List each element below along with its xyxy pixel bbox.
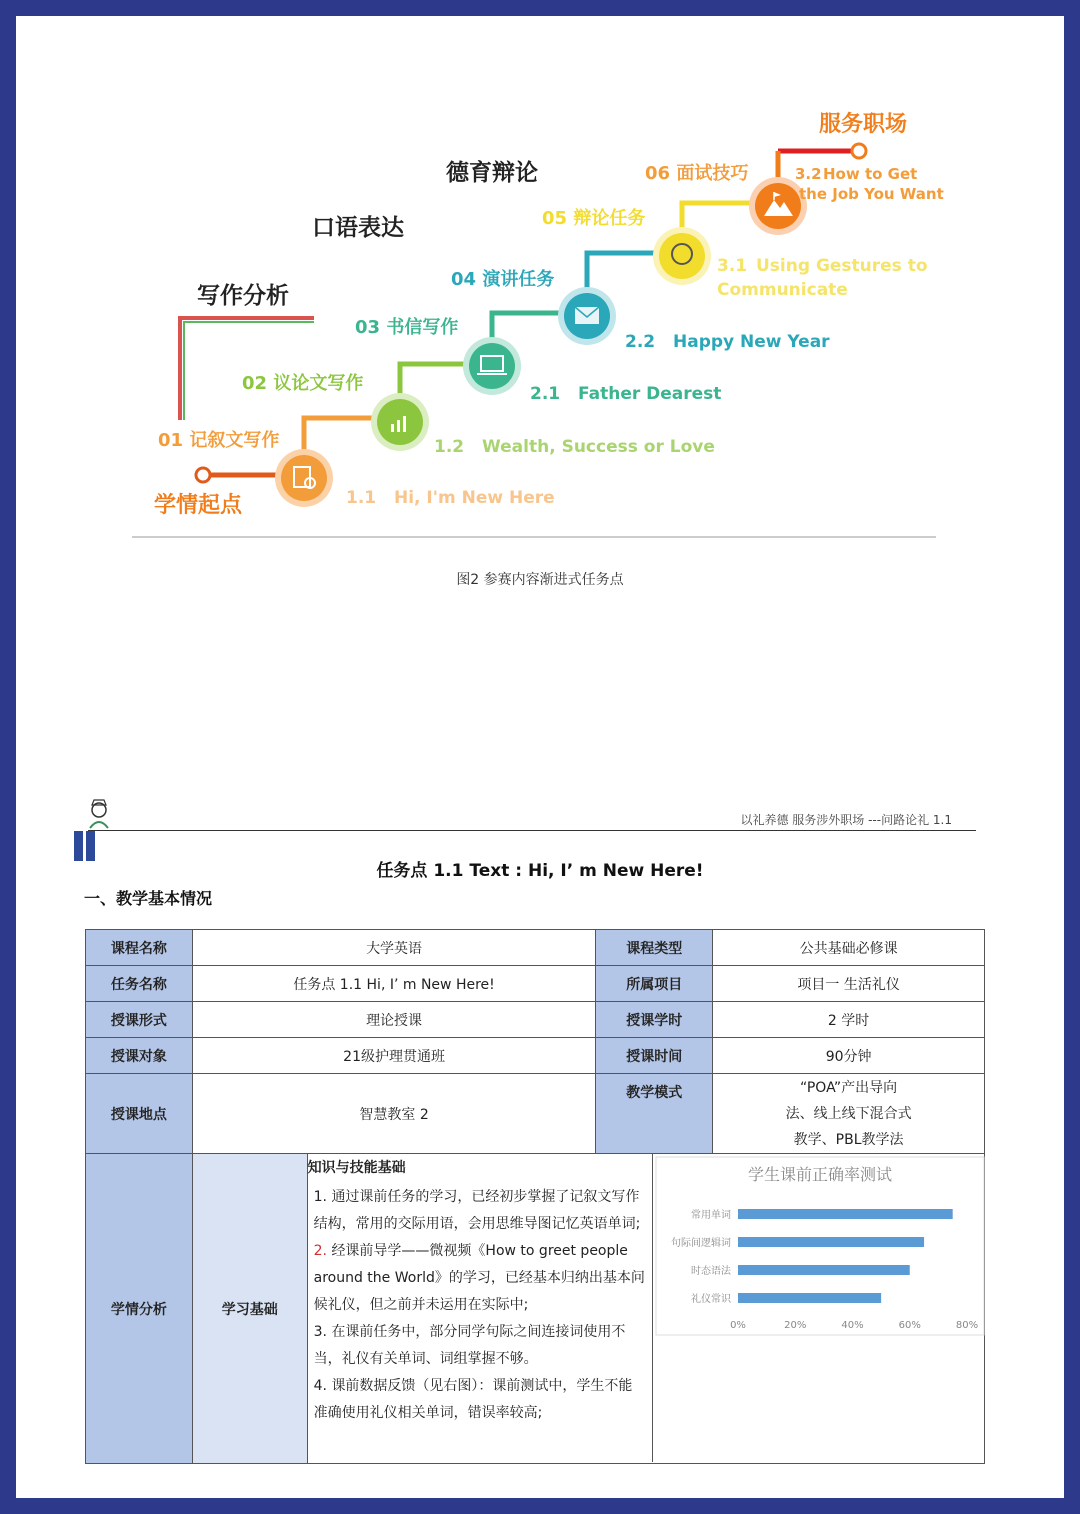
list-item: 3. 在课前任务中，部分同学句际之间连接词使用不当，礼仪有关单词、词组掌握不够。 — [313, 1324, 626, 1367]
bracket-line — [180, 318, 314, 420]
sub-num-1: 1.1 — [346, 488, 377, 508]
tick-label: 0% — [729, 1320, 746, 1331]
node-5 — [653, 227, 711, 285]
label-cell: 课程名称 — [86, 930, 193, 966]
sub-title-6a: How to Get — [823, 165, 918, 183]
value-cell: 项目一 生活礼仪 — [713, 966, 985, 1002]
bar — [738, 1237, 924, 1247]
bracket-line-inner — [184, 322, 314, 420]
category-label: 时态语法 — [690, 1266, 731, 1277]
table-row — [86, 1038, 985, 1074]
task-label-2: 02 议论文写作 — [242, 373, 364, 394]
tick-label: 20% — [783, 1320, 806, 1331]
task-label-1: 01 记叙文写作 — [158, 430, 280, 451]
category-label: 句际间逻辑词 — [670, 1238, 731, 1249]
step-connector-2 — [400, 364, 468, 394]
header-divider — [88, 830, 976, 831]
list-item: 1. 通过课前任务的学习，已经初步掌握了记叙文写作结构，常用的交际用语，会用思维导图记忆英语单词; — [313, 1189, 641, 1232]
start-circle — [196, 468, 210, 482]
label-writing: 写作分析 — [197, 283, 289, 309]
analysis-list — [308, 1184, 646, 1427]
task-label-3: 03 书信写作 — [355, 317, 459, 338]
sub-title-2: Wealth, Success or Love — [482, 437, 715, 457]
table-row — [86, 1154, 985, 1464]
label-cell: 学习基础 — [192, 1154, 307, 1464]
step-connector-1 — [304, 418, 372, 451]
node-2 — [371, 393, 429, 451]
label-cell: 课程类型 — [596, 930, 713, 966]
analysis-content-cell — [307, 1154, 984, 1464]
value-cell: 理论授课 — [192, 1002, 596, 1038]
pretest-accuracy-chart — [655, 1156, 985, 1336]
tick-label: 40% — [841, 1320, 864, 1331]
task-label-4: 04 演讲任务 — [451, 269, 555, 290]
progressive-task-diagram — [16, 16, 1064, 616]
bar — [738, 1265, 910, 1275]
tick-label: 60% — [898, 1320, 921, 1331]
sub-num-4: 2.2 — [625, 332, 656, 352]
label-start: 学情起点 — [154, 493, 243, 518]
node-3 — [463, 337, 521, 395]
step-connector-5 — [682, 203, 752, 229]
value-cell: 21级护理贯通班 — [192, 1038, 596, 1074]
category-label: 常用单词 — [690, 1210, 731, 1221]
sub-num-3: 2.1 — [530, 384, 561, 404]
end-circle — [852, 144, 866, 158]
step-connector-3 — [492, 313, 562, 340]
table-row — [86, 966, 985, 1002]
label-cell: 任务名称 — [86, 966, 193, 1002]
mode-line: 教学、PBL教学法 — [793, 1131, 904, 1148]
table-row — [86, 1002, 985, 1038]
teaching-mode-cell — [713, 1074, 985, 1154]
label-end: 服务职场 — [819, 112, 908, 137]
label-cell: 教学模式 — [596, 1074, 713, 1154]
label-cell: 授课地点 — [86, 1074, 193, 1154]
table-row — [86, 1074, 985, 1154]
label-cell: 授课形式 — [86, 1002, 193, 1038]
value-cell: 大学英语 — [192, 930, 596, 966]
header-text: 以礼养德 服务涉外职场 ---问路论礼 1.1 — [740, 813, 952, 827]
task-title: 任务点 1.1 Text : Hi, I’ m New Here! — [376, 861, 704, 881]
node-4 — [558, 287, 616, 345]
value-cell: 公共基础必修课 — [713, 930, 985, 966]
bar — [738, 1293, 881, 1303]
basic-info-table — [85, 929, 985, 1464]
value-cell: 2 学时 — [713, 1002, 985, 1038]
sub-title-3: Father Dearest — [578, 384, 722, 404]
value-cell: 智慧教室 2 — [192, 1074, 596, 1154]
task-label-6: 06 面试技巧 — [645, 163, 749, 184]
figure-caption: 图2 参赛内容渐进式任务点 — [456, 572, 624, 588]
sub-title-6b: the Job You Want — [799, 185, 944, 203]
sub-title-5b: Communicate — [717, 280, 848, 300]
nurse-logo — [72, 794, 112, 864]
list-item: 4. 课前数据反馈（见右图）：课前测试中，学生不能准确使用礼仪相关单词，错误率较高; — [313, 1378, 633, 1421]
sub-title-1: Hi, I'm New Here — [394, 488, 555, 508]
label-oral: 口语表达 — [312, 215, 404, 241]
sub-num-6: 3.2 — [795, 165, 822, 183]
category-label: 礼仪常识 — [690, 1294, 731, 1305]
step-connector-4 — [587, 253, 656, 290]
list-item: 2. 经课前导学——微视频《How to greet people around the World》的学习，已经基本归纳出基本问候礼仪，但之前并未运用在实际中; — [313, 1243, 645, 1313]
table-row — [86, 930, 985, 966]
label-cell: 所属项目 — [596, 966, 713, 1002]
sub-title-4: Happy New Year — [673, 332, 830, 352]
value-cell: 任务点 1.1 Hi, I’ m New Here! — [192, 966, 596, 1002]
mode-line: 法、线上线下混合式 — [785, 1105, 912, 1122]
label-cell: 授课学时 — [596, 1002, 713, 1038]
sub-title-5a: Using Gestures to — [756, 256, 928, 276]
sub-num-2: 1.2 — [434, 437, 465, 457]
label-cell: 学情分析 — [86, 1154, 193, 1464]
label-cell: 授课时间 — [596, 1038, 713, 1074]
label-cell: 授课对象 — [86, 1038, 193, 1074]
chart-title: 学生课前正确率测试 — [747, 1165, 892, 1184]
analysis-heading: 知识与技能基础 — [307, 1160, 406, 1176]
label-moral: 德育辩论 — [446, 160, 538, 186]
node-1 — [275, 449, 333, 507]
mode-line: “POA”产出导向 — [800, 1079, 898, 1096]
bar — [738, 1209, 953, 1219]
document-page — [16, 16, 1064, 1498]
sub-num-5: 3.1 — [717, 256, 748, 276]
section-title: 一、教学基本情况 — [84, 889, 213, 908]
task-label-5: 05 辩论任务 — [542, 208, 646, 229]
value-cell: 90分钟 — [713, 1038, 985, 1074]
tick-label: 80% — [955, 1320, 978, 1331]
